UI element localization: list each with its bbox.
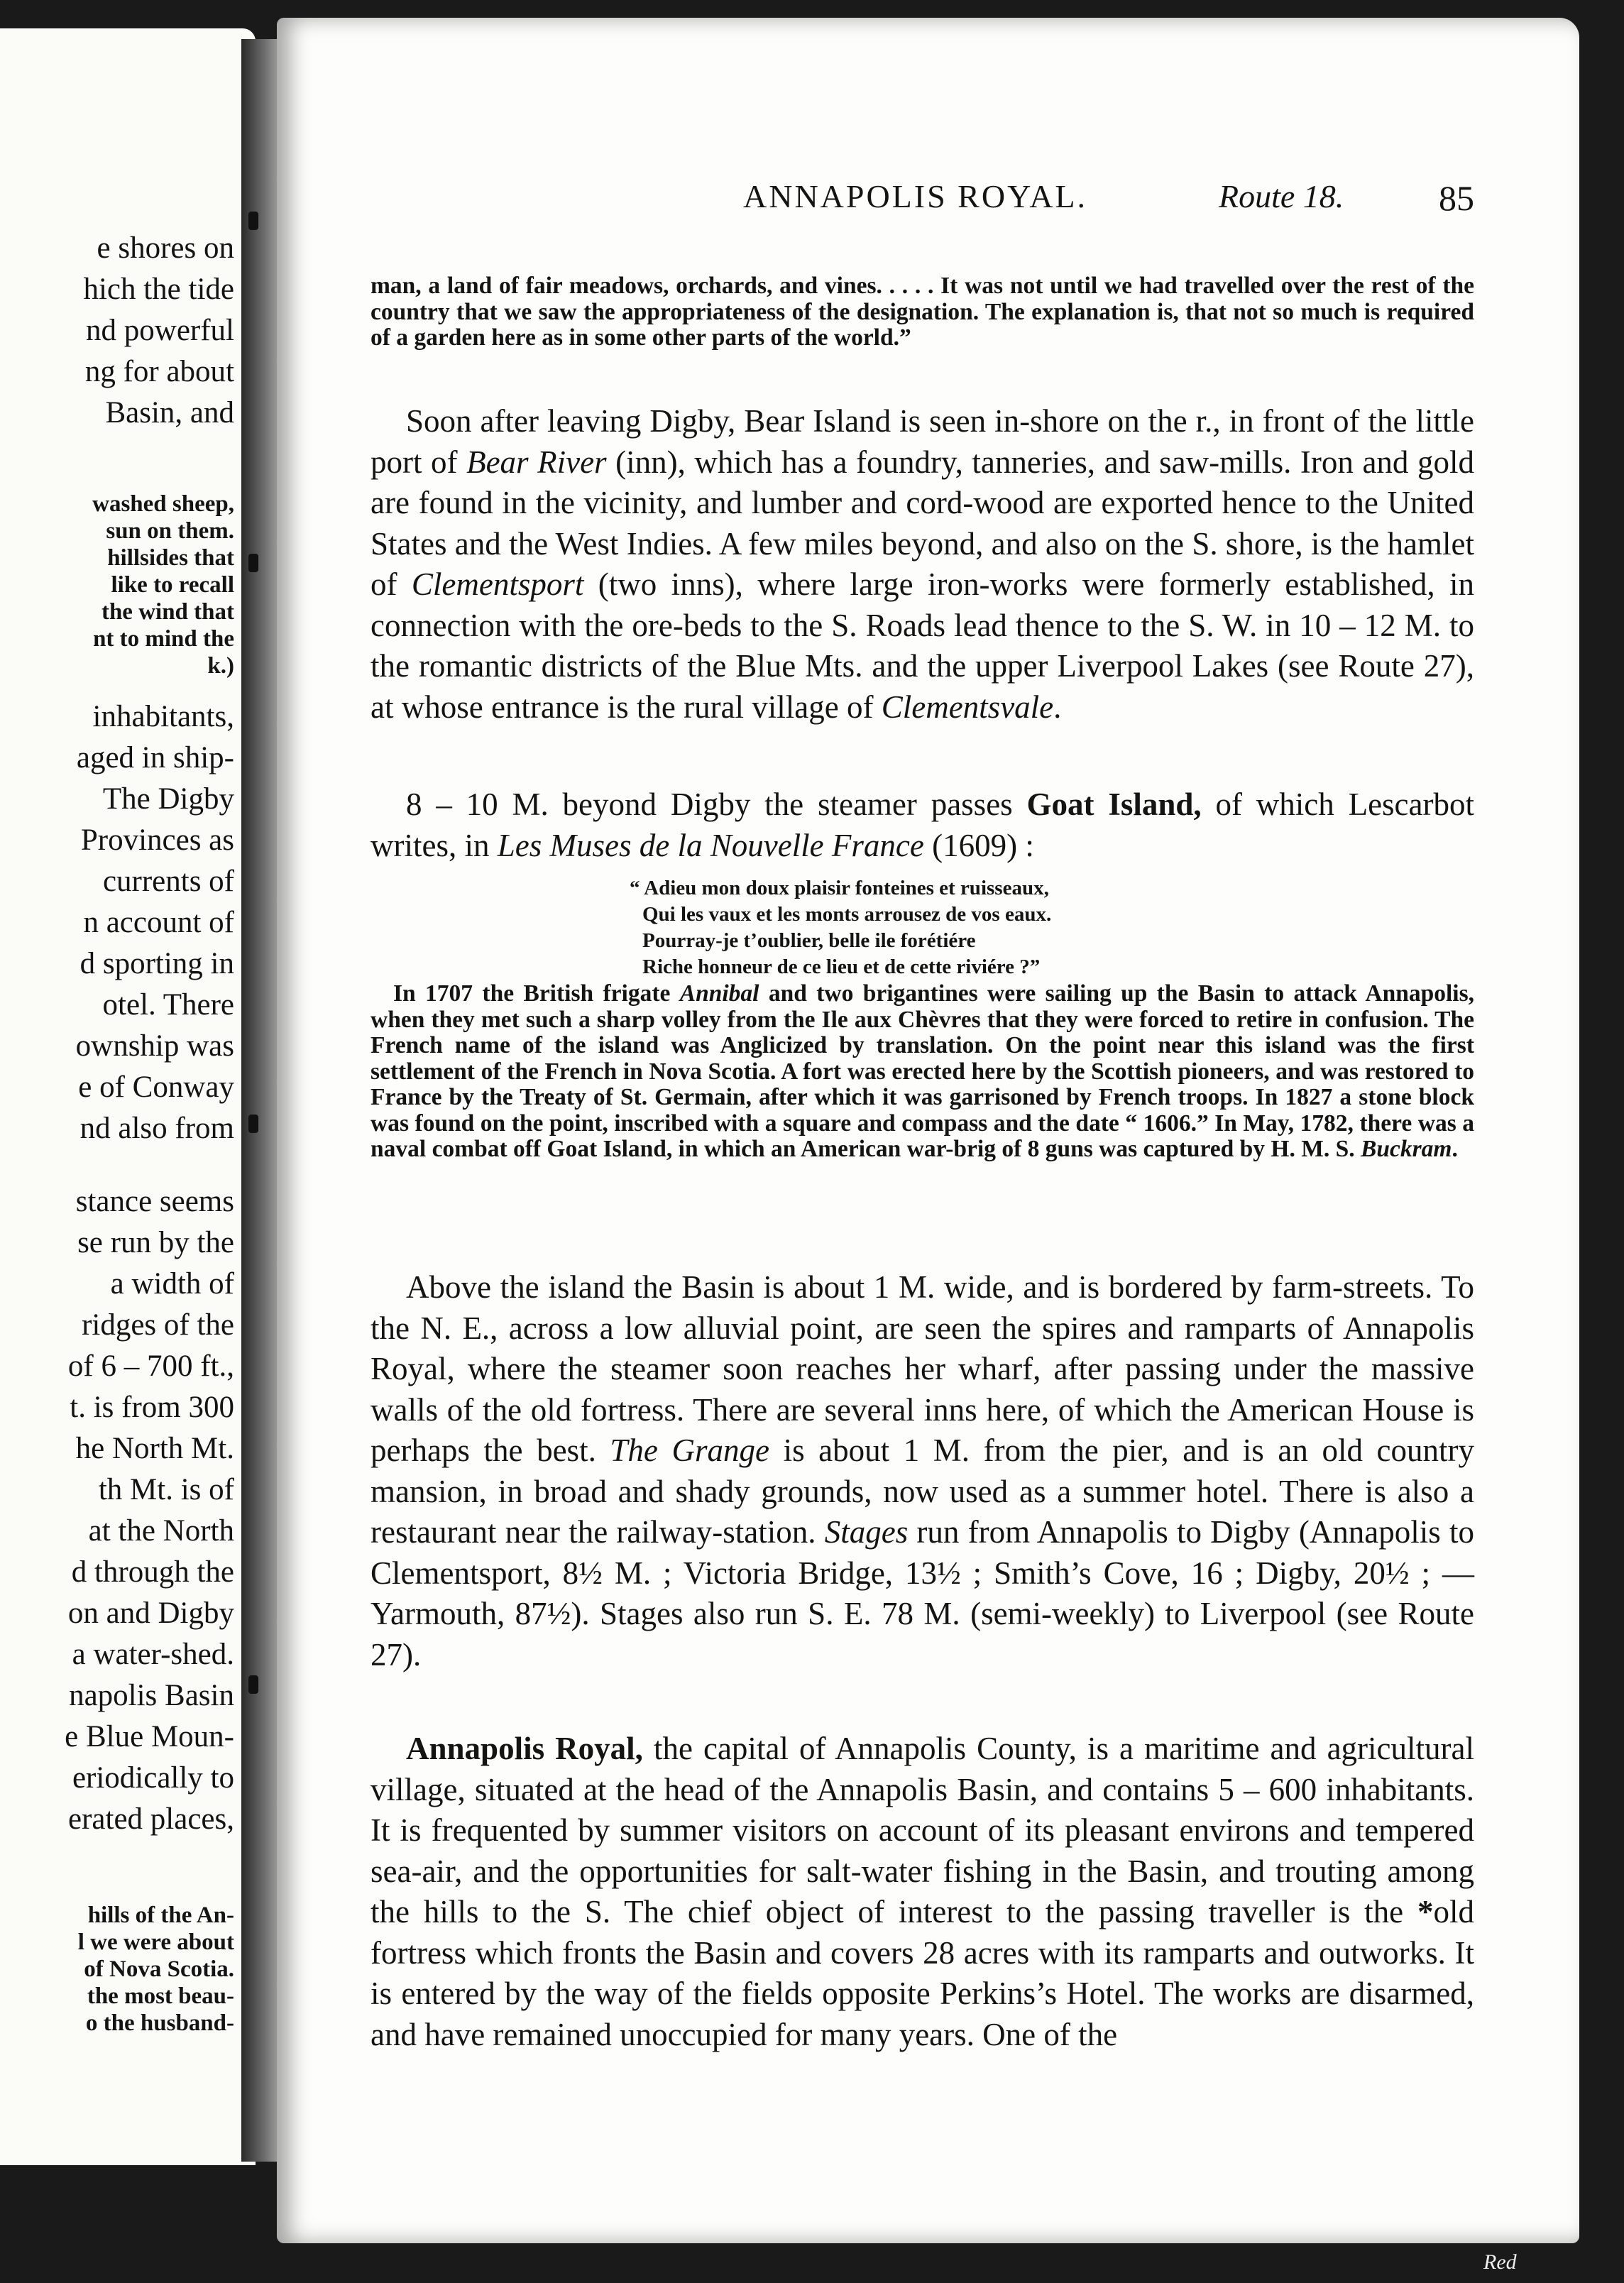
paragraph-above-island	[371, 1267, 1474, 1675]
note-text	[371, 981, 1474, 1163]
text-run: 8 – 10 M. beyond Digby the steamer passes	[406, 787, 1027, 822]
left-page-text-fragment: a width of	[110, 1267, 234, 1301]
text-run: (two inns), where large iron-works were formerly established, in connection with the ore-beds to the S. Roads lead thence to the S. W. in 10 – 12 M. to the romantic districts of the Blue Mts. and the upper Liverpool Lakes (see Route 27), at whose entrance is the rural village of	[371, 566, 1474, 725]
left-page-text-fragment: Basin, and	[105, 396, 234, 429]
left-page-text-fragment: se run by the	[77, 1226, 234, 1259]
left-page-text-fragment: Provinces as	[80, 823, 234, 857]
left-page-text-fragment: The Digby	[102, 782, 234, 816]
left-page-text-fragment: ridges of the	[82, 1308, 234, 1342]
left-page-text-fragment: at the North	[88, 1514, 234, 1548]
section-heading: Annapolis Royal,	[406, 1731, 643, 1766]
left-page-text-fragment: of 6 – 700 ft.,	[67, 1349, 234, 1383]
quote-text: man, a land of fair meadows, orchards, and vines. . . . . It was not until we had travelled over the rest of the country that we saw the appropriateness of the designation. The explanation is, that not so much is required of a garden here as in some other parts of the world.”	[371, 273, 1474, 351]
left-page-text-fragment: ng for about	[84, 355, 234, 388]
binding-mark	[248, 212, 258, 230]
left-page-text-fragment: t. is from 300	[70, 1391, 234, 1424]
left-page-text-fragment: erated places,	[68, 1802, 234, 1836]
library-stamp: Red	[1483, 2250, 1517, 2274]
left-page-text-fragment: d sporting in	[79, 947, 234, 980]
left-page-text-fragment: hills of the An-	[87, 1902, 234, 1928]
paragraph-annapolis-royal	[371, 1729, 1474, 2055]
text-run: of which Lescarbot writes, in	[371, 787, 1474, 863]
verse-line: Pourray-je t’oublier, belle ile forétiére	[642, 929, 976, 952]
running-header	[371, 177, 1474, 220]
text-run: Above the island the Basin is about 1 M. wide, and is bordered by farm-streets. To the N. E., across a low alluvial point, are seen the spires and ramparts of Annapolis Royal, where the steamer soon reaches her wharf, after passing under the massive walls of the old fortress. There are several inns here, of which the American House is perhaps the best.	[371, 1269, 1474, 1468]
text-run: and two brigantines were sailing up the Basin to attack Annapolis, when they met such a sharp volley from the Ile aux Chèvres that they were forced to retire in confusion. The French name of the island was Anglicized by translation. On the point near this island was the first settlement of the French in Nova Scotia. A fort was erected here by the Scottish pioneers, and was restored to France by the Treaty of St. Germain, after which it was garrisoned by French troops. In 1827 a stone block was found on the point, inscribed with a square and compass and the date “ 1606.” In May, 1782, there was a naval combat off Goat Island, in which an American war-brig of 8 guns was captured by H. M. S.	[371, 980, 1474, 1162]
quote-continuation	[371, 273, 1474, 351]
left-page-text-fragment: aged in ship-	[76, 741, 234, 774]
left-page-text-fragment: l we were about	[77, 1929, 234, 1955]
left-page-text-fragment: e Blue Moun-	[65, 1720, 234, 1753]
left-page-text-fragment: d through the	[71, 1555, 234, 1589]
left-page-text-fragment: e of Conway	[78, 1071, 234, 1104]
left-page-text-fragment: washed sheep,	[92, 491, 234, 517]
left-page-text-fragment: otel. There	[102, 988, 234, 1022]
text-run: old fortress which fronts the Basin and covers 28 acres with its ramparts and outworks. It is entered by the way of the fields opposite Perkins’s Hotel. The works are disarmed, and have remained unoccupied for many years. One of the	[371, 1894, 1474, 2052]
left-page-text-fragment: he North Mt.	[75, 1432, 234, 1465]
left-page-text-fragment: the most beau-	[87, 1983, 234, 2009]
text-run: .	[1053, 689, 1062, 725]
left-page-text-fragment: on and Digby	[67, 1597, 234, 1630]
left-page-text-fragment: hich the tide	[83, 273, 234, 306]
paragraph-bear-island	[371, 401, 1474, 728]
left-page-text-fragment: stance seems	[75, 1185, 234, 1218]
left-page-text-fragment: hillsides that	[107, 545, 234, 571]
note-1707	[371, 981, 1474, 1163]
left-page-text-fragment: e shores on	[97, 231, 234, 265]
binding-mark	[248, 554, 258, 572]
page-number: 85	[1439, 178, 1474, 218]
text-run: In 1707 the British frigate	[393, 980, 680, 1007]
ship-name: Annibal	[679, 980, 759, 1007]
left-page-text-fragment: currents of	[102, 865, 234, 898]
text-run: .	[1452, 1136, 1458, 1162]
left-page-text-fragment: like to recall	[111, 572, 234, 598]
place-name: Clementsvale	[881, 689, 1054, 725]
verse-line: Riche honneur de ce lieu et de cette riviére ?”	[642, 956, 1041, 978]
left-page-text-fragment: ownship was	[75, 1029, 234, 1063]
route-label: Route 18.	[1219, 178, 1344, 214]
place-name: Goat Island,	[1026, 787, 1202, 822]
text-run: Soon after leaving Digby, Bear Island is seen in-shore on the r., in front of the little port of	[371, 403, 1474, 480]
left-page-text-fragment: th Mt. is of	[98, 1473, 234, 1506]
place-name: Bear River	[466, 444, 607, 480]
left-page-text-fragment: a water-shed.	[72, 1638, 234, 1671]
text-run: is about 1 M. from the pier, and is an old country mansion, in broad and shady grounds, now used as a summer hotel. There is also a restaurant near the railway-station.	[371, 1433, 1474, 1550]
verse-line: “ Adieu mon doux plaisir fonteines et ruisseaux,	[630, 877, 1049, 899]
left-page-text-fragment: of Nova Scotia.	[84, 1956, 234, 1982]
previous-page	[0, 28, 256, 2165]
hotel-name: The Grange	[610, 1433, 769, 1468]
text-run: run from Annapolis to Digby (Annapolis to Clementsport, 8½ M. ; Victoria Bridge, 13½ ; Smith’s Cove, 16 ; Digby, 20½ ; — Yarmouth, 87½). Stages also run S. E. 78 M. (semi-weekly) to Liverpool (see Route 27).	[371, 1514, 1474, 1672]
text-run: the capital of Annapolis County, is a maritime and agricultural village, situated at the head of the Annapolis Basin, and contains 5 – 600 inhabitants. It is frequented by summer visitors on account of its pleasant environs and tempered sea-air, and the opportunities for salt-water fishing in the Basin, and trouting among the hills to the S. The chief object of interest to the passing traveller is the	[371, 1731, 1474, 1929]
left-page-text-fragment: o the husband-	[85, 2010, 234, 2036]
left-page-text-fragment: nd powerful	[86, 314, 234, 347]
book-page	[277, 18, 1579, 2243]
verse-line: Qui les vaux et les monts arrousez de vos eaux.	[642, 903, 1052, 926]
left-page-text-fragment: eriodically to	[72, 1761, 234, 1795]
paragraph-goat-island	[371, 784, 1474, 866]
paragraph-text	[371, 401, 1474, 728]
paragraph-text	[371, 1267, 1474, 1675]
paragraph-text	[371, 1729, 1474, 2055]
left-page-text-fragment: k.)	[207, 653, 234, 679]
star-marker: *	[1417, 1894, 1434, 1929]
running-title: ANNAPOLIS ROYAL.	[743, 178, 1088, 214]
left-page-text-fragment: n account of	[83, 906, 234, 939]
text-run: (1609) :	[923, 827, 1034, 863]
left-page-text-fragment: the wind that	[101, 599, 234, 625]
binding-mark	[248, 1115, 258, 1133]
left-page-text-fragment: nd also from	[79, 1112, 234, 1145]
paragraph-text	[371, 784, 1474, 866]
left-page-text-fragment: nt to mind the	[93, 626, 234, 652]
left-page-text-fragment: inhabitants,	[92, 700, 234, 733]
text-run: (inn), which has a foundry, tanneries, and saw-mills. Iron and gold are found in the vicinity, and lumber and cord-wood are exported hence to the United States and the West Indies. A few miles beyond, and also on the S. shore, is the hamlet of	[371, 444, 1474, 602]
ship-name: Buckram	[1361, 1136, 1452, 1162]
place-name: Clementsport	[411, 566, 584, 602]
book-title: Les Muses de la Nouvelle France	[497, 827, 924, 863]
french-verse	[630, 875, 1126, 980]
stages-label: Stages	[824, 1514, 909, 1550]
left-page-text-fragment: napolis Basin	[69, 1679, 234, 1712]
left-page-text-fragment: sun on them.	[106, 518, 234, 544]
binding-mark	[248, 1675, 258, 1694]
